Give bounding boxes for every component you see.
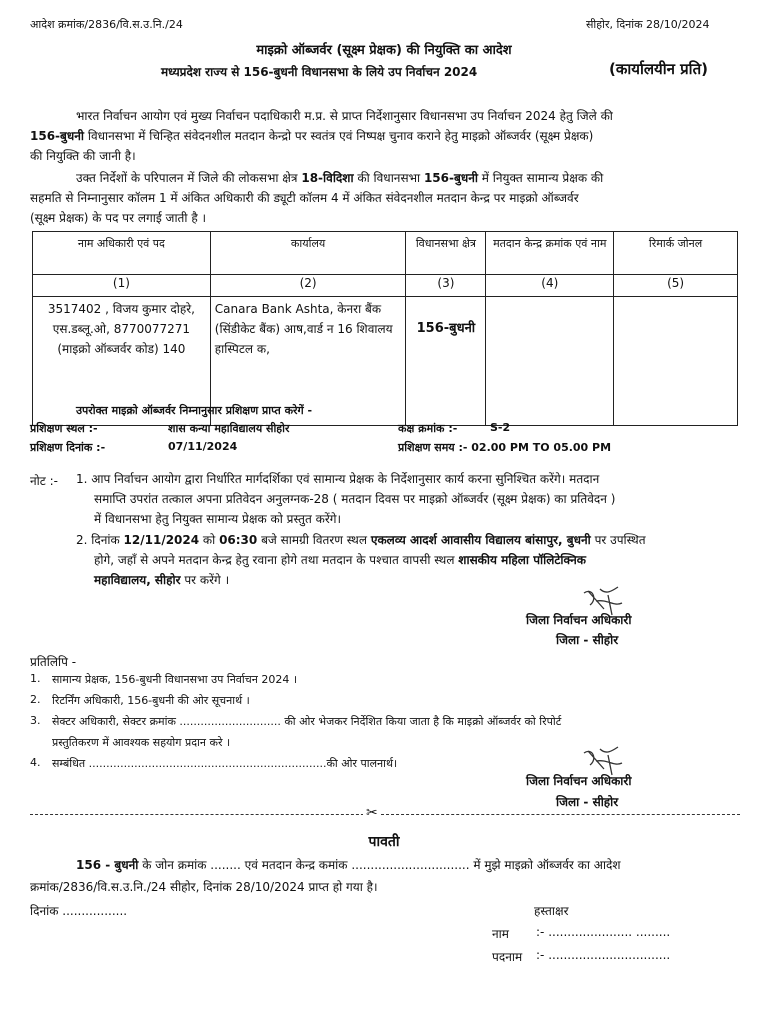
- table-number-row: [33, 275, 738, 297]
- note-1: 1. आप निर्वाचन आयोग द्वारा निर्धारित मार्गदर्शिका एवं सामान्य प्रेक्षक के निर्देशानुसार कार्य करना सुनिश्चित करेंगे। मतदान समाप्ति उपरांत तत्काल अपना प्रतिवेदन अनुलग्नक-28 ( मतदान दिवस पर माइक्रो ऑब्जर्वर (सूक्ष्म प्रेक्षक) का प्रतिवेदन ) में विधानसभा हेतु नियुक्त सामान्य प्रेक्षक को प्रस्तुत करेंगे।: [76, 472, 616, 526]
- intro-paragraph-2: उक्त निर्देशों के परिपालन में जिले की लोकसभा क्षेत्र 18-विदिशा की विधानसभा 156-बुधनी में नियुक्त सामान्य प्रेक्षक की सहमति से निम्नानुसार कॉलम 1 में अंकित अधिकारी की ड्यूटी कॉलम 4 में अंकित संवेदनशील मतदान केन्द्र पर माइक्रो ऑब्जर्वर (सूक्ष्म प्रेक्षक) के पद पर लगाई जाती है ।: [30, 171, 604, 225]
- copies-label: प्रतिलिपि -: [30, 655, 77, 669]
- header-office: कार्यालय: [210, 232, 406, 275]
- column-number: (3): [406, 275, 486, 297]
- copy-item-number: 1.: [30, 672, 41, 685]
- copy-item-number: 2.: [30, 693, 41, 706]
- header-booth: मतदान केन्द्र क्रमांक एवं नाम: [486, 232, 614, 275]
- copy-item-number: 3.: [30, 714, 41, 727]
- office-cell: Canara Bank Ashta, केनरा बैंक (सिंडीकेट बैंक) आष,वार्ड न 16 शिवालय हास्पिटल क,: [210, 297, 406, 426]
- receipt-post-field: :- ................................: [536, 948, 671, 962]
- table-header-row: [33, 232, 738, 275]
- training-date-label: प्रशिक्षण दिनांक :-: [30, 441, 106, 454]
- order-title: माइक्रो ऑब्जर्वर (सूक्ष्म प्रेक्षक) की नियुक्ति का आदेश: [256, 43, 512, 58]
- training-intro: उपरोक्त माइक्रो ऑब्जर्वर निम्नानुसार प्रशिक्षण प्राप्त करेगें -: [76, 404, 313, 417]
- receipt-title: पावती: [368, 834, 400, 850]
- office-copy-label: (कार्यालयीन प्रति): [609, 60, 708, 78]
- copy-item-number: 4.: [30, 756, 41, 769]
- copy-item: सम्बंधित ....................................................................की ओर पालनार्थ।: [52, 757, 398, 770]
- receipt-line-1: 156 - बुधनी के जोन क्रमांक ........ एवं मतदान केन्द्र कमांक ............................... में मुझे माइक्रो ऑब्जर्वर का आदेश: [76, 858, 621, 872]
- column-number: (1): [33, 275, 211, 297]
- copy-item: रिटर्निंग अधिकारी, 156-बुधनी की ओर सूचनार्थ ।: [52, 694, 250, 707]
- assignment-table: [32, 231, 738, 426]
- training-place-value: शास कन्या महाविद्यालय सीहोर: [168, 422, 290, 435]
- signatory-district: जिला - सीहोर: [556, 795, 619, 809]
- training-place-label: प्रशिक्षण स्थल :-: [30, 422, 98, 435]
- scissors-icon: ✂: [363, 805, 381, 821]
- training-time: प्रशिक्षण समय :- 02.00 PM TO 05.00 PM: [398, 441, 612, 454]
- officer-cell: 3517402 , विजय कुमार दोहरे, एस.डब्लू.ओ, 8770077271 (माइक्रो ऑब्जर्वर कोड) 140: [33, 297, 211, 426]
- order-number: आदेश क्रमांक/2836/वि.स.उ.नि./24: [30, 18, 183, 31]
- constituency-cell: 156-बुधनी: [406, 297, 486, 426]
- receipt-name-label: नाम: [492, 927, 509, 941]
- note-label: नोट :-: [30, 474, 59, 488]
- receipt-name-field: :- ...................... .........: [536, 925, 671, 939]
- copy-item: सेक्टर अधिकारी, सेक्टर क्रमांक ............................. की ओर भेजकर निर्देशित किया जाता है कि माइक्रो ऑब्जर्वर को रिपोर्ट: [52, 715, 562, 728]
- order-place-date: सीहोर, दिनांक 28/10/2024: [586, 18, 710, 31]
- header-officer: नाम अधिकारी एवं पद: [33, 232, 211, 275]
- header-constituency: विधानसभा क्षेत्र: [406, 232, 486, 275]
- intro-paragraph-1: भारत निर्वाचन आयोग एवं मुख्य निर्वाचन पदाधिकारी म.प्र. से प्राप्त निर्देशानुसार विधानसभा उप निर्वाचन 2024 हेतु जिले की 156-बुधनी विधानसभा में चिन्हित संवेदनशील मतदान केन्द्रो पर स्वतंत्र एवं निष्पक्ष चुनाव कराने हेतु माइक्रो ऑब्जर्वर (सूक्ष्म प्रेक्षक) की नियुक्ति की जानी है।: [30, 109, 613, 163]
- note-2: 2. दिनांक 12/11/2024 को 06:30 बजे सामग्री वितरण स्थल एकलव्य आदर्श आवासीय विद्यालय बांसापुर, बुधनी पर उपस्थित होगे, जहाँ से अपने मतदान केन्द्र हेतु रवाना होगे तथा मतदान के पश्चात वापसी स्थल शासकीय महिला पॉलिटेक्निक महाविद्यालय, सीहोर पर करेंगे ।: [76, 533, 646, 587]
- receipt-date: दिनांक .................: [30, 904, 128, 918]
- header-remark: रिमार्क जोनल: [614, 232, 738, 275]
- cut-line: [30, 814, 740, 815]
- booth-cell: [486, 297, 614, 426]
- training-room-label: कक्ष क्रमांक :-: [398, 422, 458, 435]
- copy-item-continued: प्रस्तुतिकरण में आवश्यक सहयोग प्रदान करे ।: [52, 736, 231, 749]
- training-room-value: S-2: [490, 421, 511, 434]
- training-date-value: 07/11/2024: [168, 440, 238, 453]
- remark-cell: [614, 297, 738, 426]
- signatory-title: जिला निर्वाचन अधिकारी: [526, 613, 632, 627]
- receipt-post-label: पदनाम: [492, 950, 523, 964]
- column-number: (2): [210, 275, 406, 297]
- receipt-signature-label: हस्ताक्षर: [534, 904, 569, 918]
- signatory-district: जिला - सीहोर: [556, 633, 619, 647]
- column-number: (5): [614, 275, 738, 297]
- copy-item: सामान्य प्रेक्षक, 156-बुधनी विधानसभा उप निर्वाचन 2024 ।: [52, 673, 298, 686]
- column-number: (4): [486, 275, 614, 297]
- receipt-line-2: क्रमांक/2836/वि.स.उ.नि./24 सीहोर, दिनांक 28/10/2024 प्राप्त हो गया है।: [30, 880, 378, 894]
- order-subtitle: मध्यप्रदेश राज्य से 156-बुधनी विधानसभा के लिये उप निर्वाचन 2024: [161, 65, 478, 79]
- signatory-title: जिला निर्वाचन अधिकारी: [526, 774, 632, 788]
